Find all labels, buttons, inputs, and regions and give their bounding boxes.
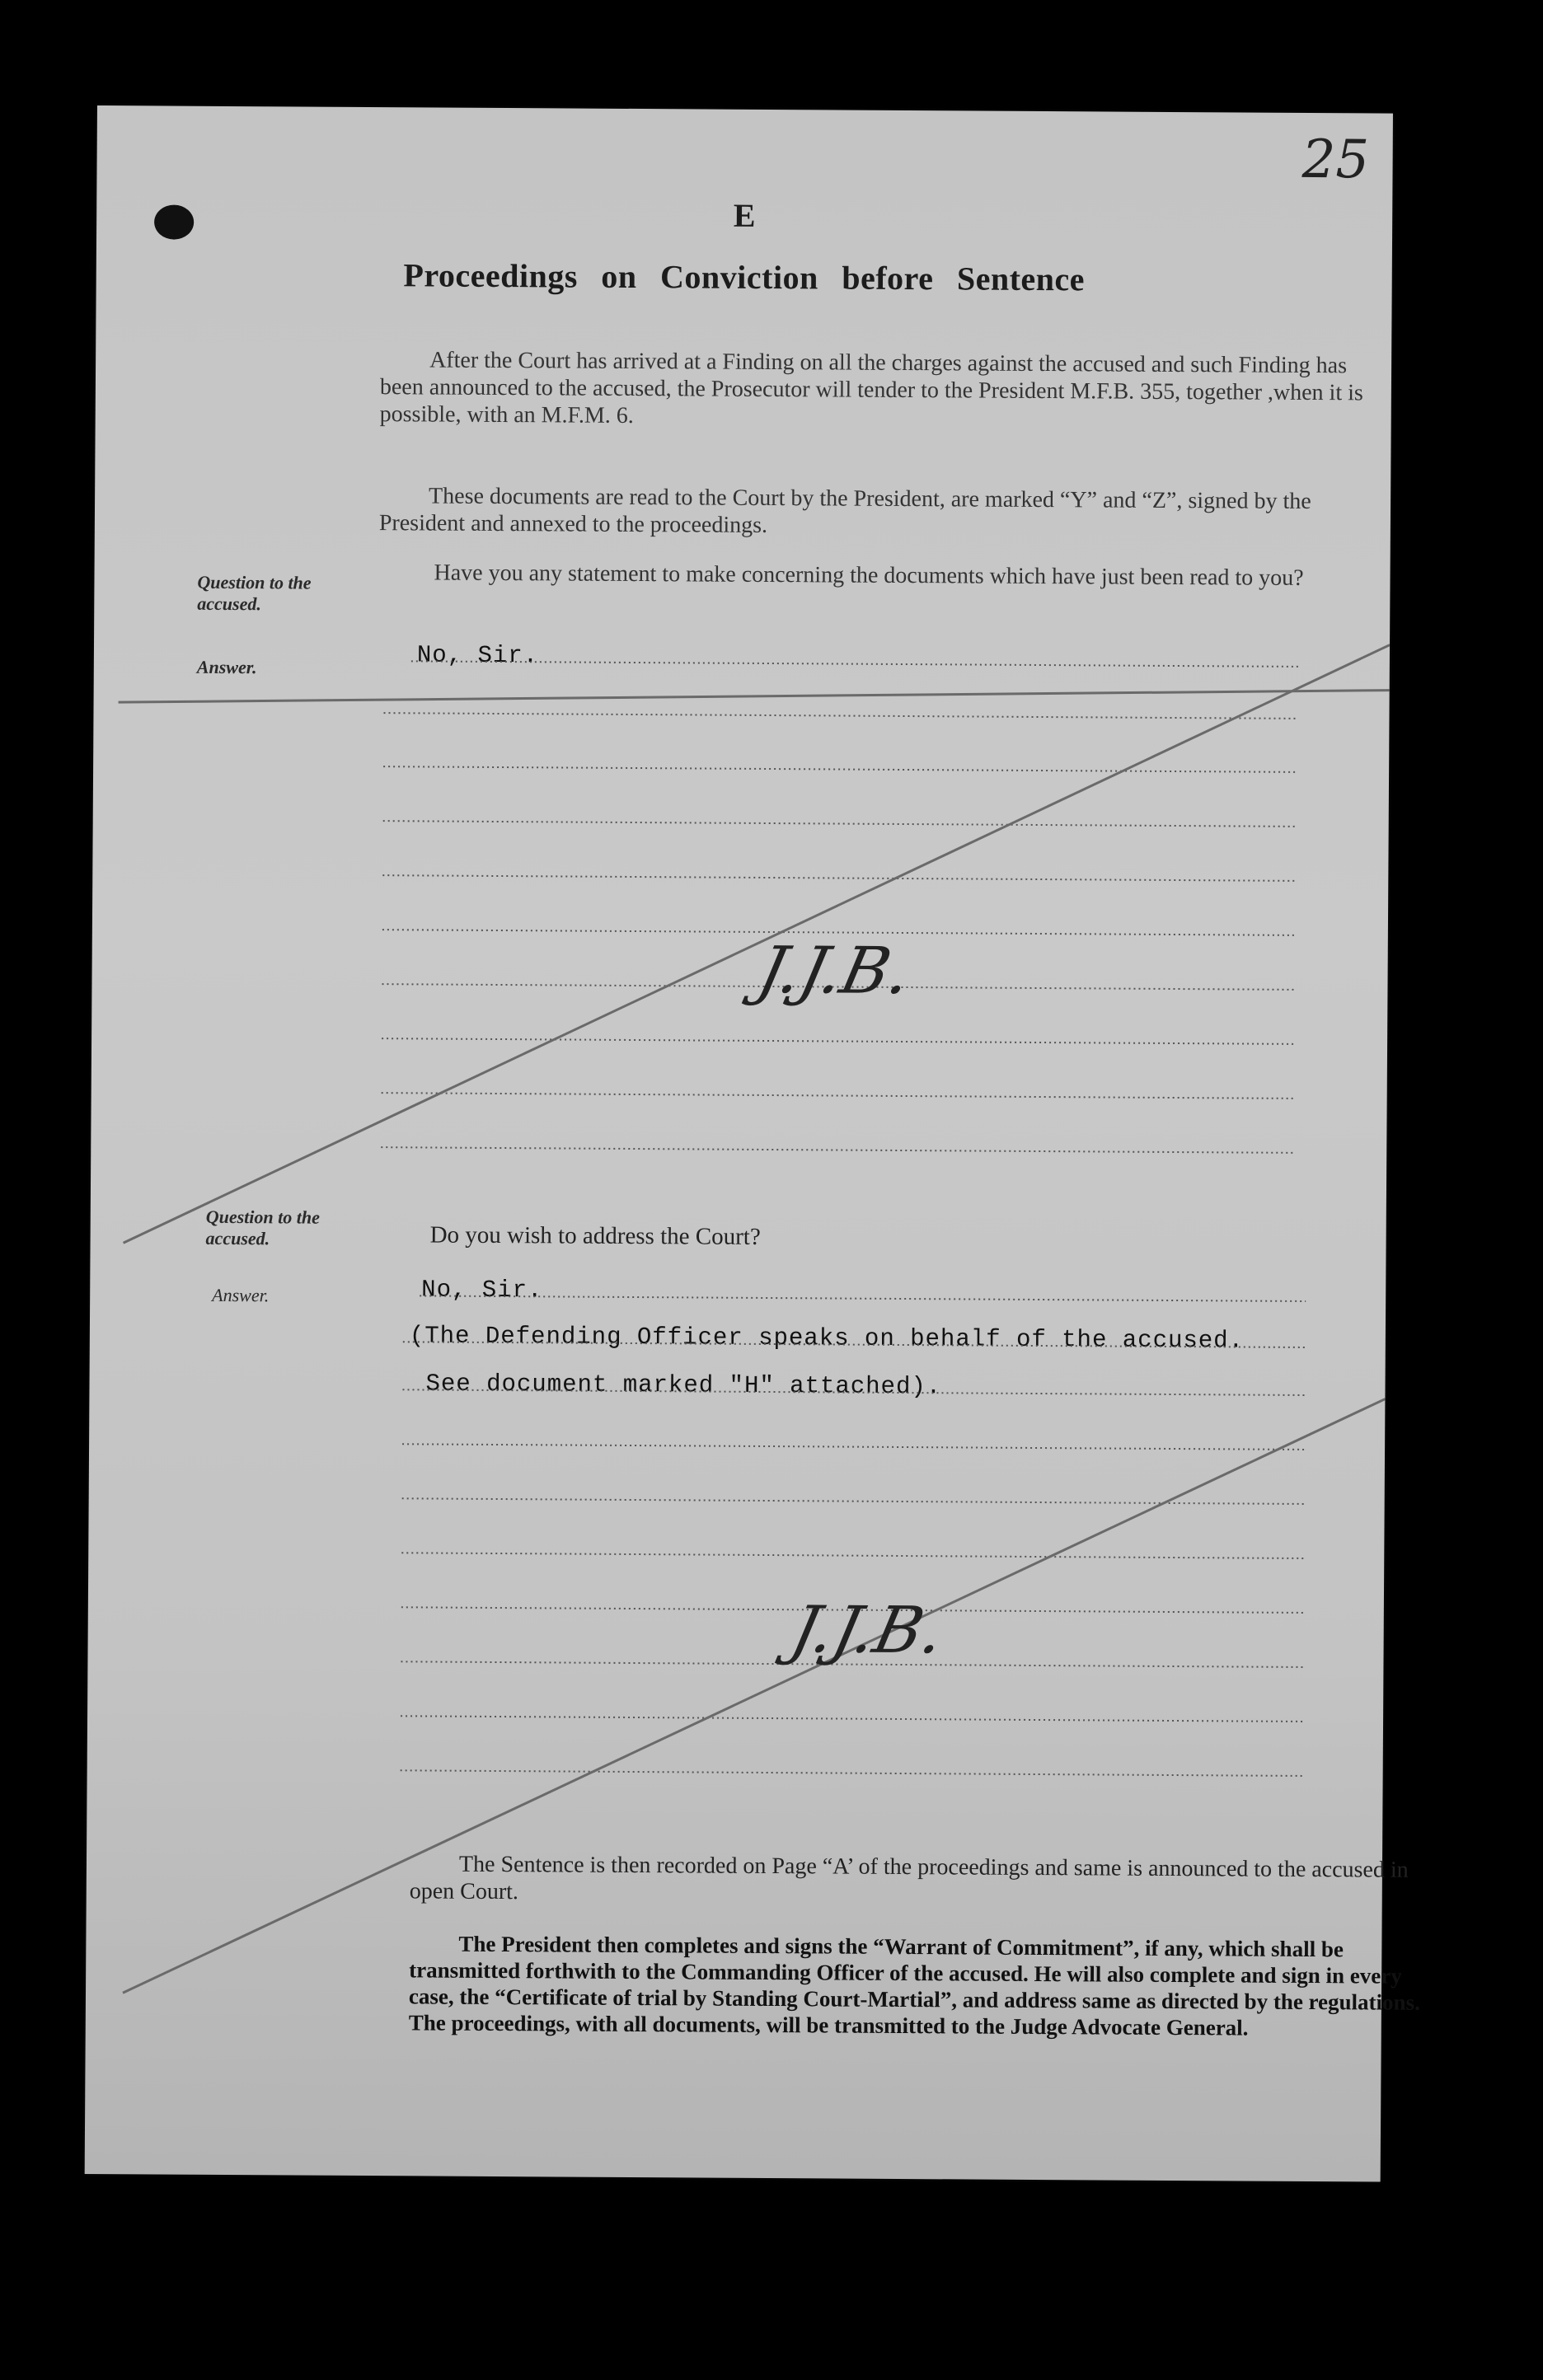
- page-number: 25: [1301, 129, 1370, 191]
- answer-2-line-3: See document marked "H" attached).: [425, 1370, 942, 1401]
- question-label-1: Question to the accused.: [197, 571, 312, 615]
- closing-paragraph-1: The Sentence is then recorded on Page “A’ of the proceedings and same is announced to the accused in open Court.: [409, 1851, 1409, 1905]
- answer-2-line-1: No, Sir.: [421, 1276, 543, 1305]
- answer-label-1: Answer.: [196, 656, 257, 678]
- answer-label-2: Answer.: [212, 1284, 270, 1306]
- section-letter: E: [733, 196, 756, 234]
- answer-1-text: No, Sir.: [416, 641, 539, 670]
- handwritten-initials-1: J.J.B.: [751, 933, 918, 1009]
- page-title: Proceedings on Conviction before Sentence: [403, 256, 1086, 298]
- answer-2-line-2: (The Defending Officer speaks on behalf of the accused.: [409, 1322, 1245, 1355]
- question-label-2: Question to the accused.: [205, 1206, 320, 1249]
- document-page: [85, 105, 1420, 2182]
- intro-paragraph-2: These documents are read to the Court by the President, are marked “Y” and “Z”, signed by the President and annexed to the proceedings.: [378, 483, 1311, 538]
- question-1: Have you any statement to make concerning the documents which have just been read to you?: [434, 560, 1304, 591]
- question-2: Do you wish to address the Court?: [429, 1221, 761, 1250]
- handwritten-initials-2: J.J.B.: [784, 1593, 951, 1669]
- intro-paragraph-1: After the Court has arrived at a Finding on all the charges against the accused and such Finding has been announced to the accused, the Prosecutor will tender to the President M.F.B. 355, together ,when it is possible, with an M.F.M. 6.: [379, 347, 1363, 429]
- closing-paragraph-2: The President then completes and signs the “Warrant of Commitment”, if any, which shall be transmitted forthwith to the Commanding Officer of the accused. He will also complete and sign in every case, the “Certificate of trial by Standing Court-Martial”, and address same as directed by the regulations. The proceedings, with all documents, will be transmitted to the Judge Advocate General.: [408, 1931, 1420, 2040]
